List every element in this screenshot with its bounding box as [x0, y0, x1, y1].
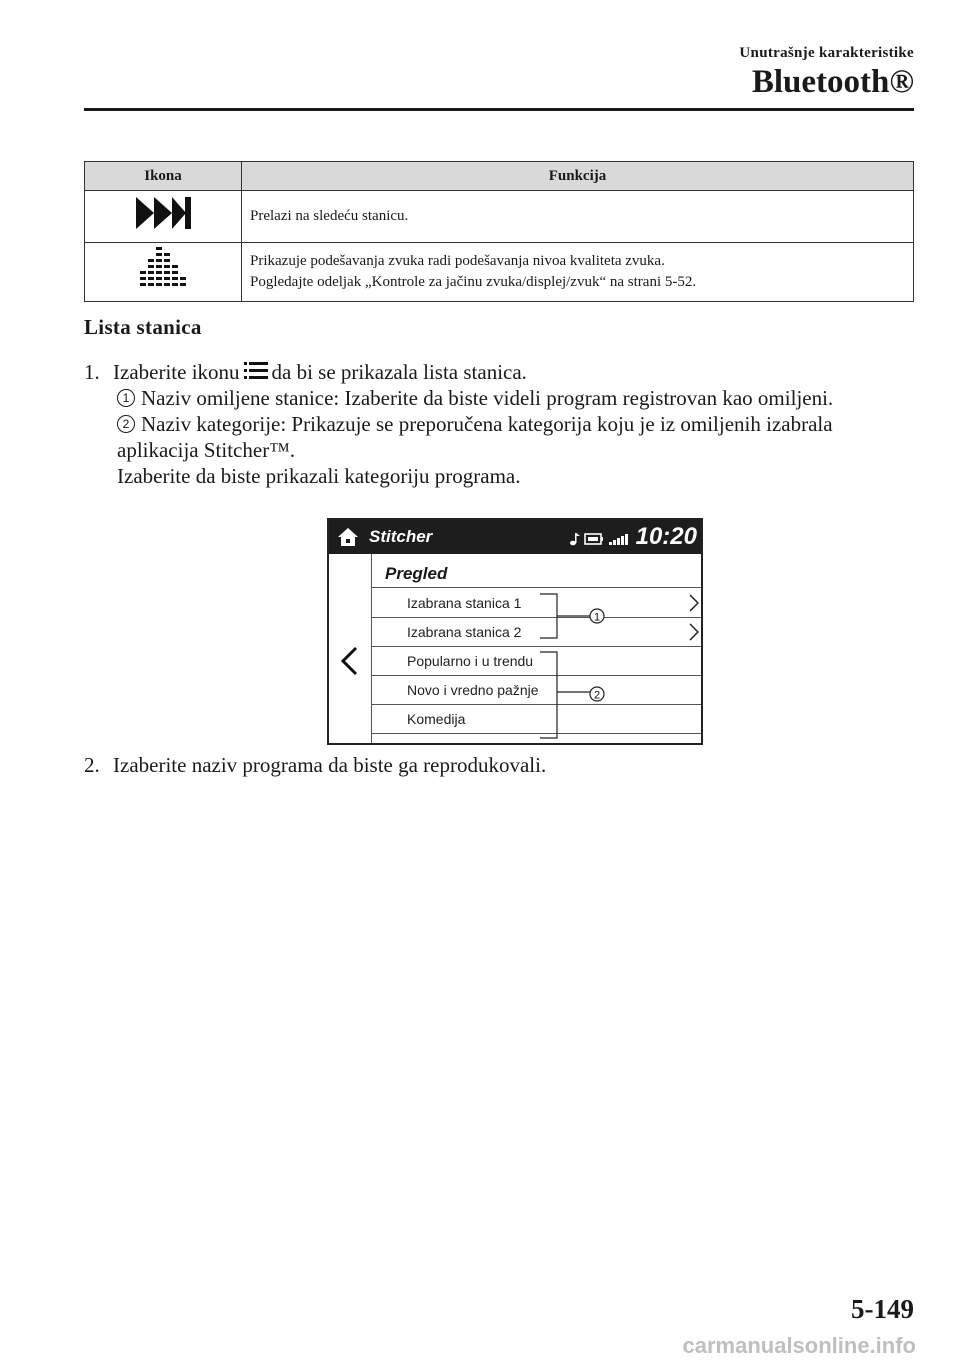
note-text: Naziv omiljene stanice: Izaberite da biste videli program registrovan kao omiljeni.	[141, 386, 834, 410]
watermark: carmanualsonline.info	[682, 1333, 916, 1358]
header-rule	[84, 108, 914, 111]
note-2	[117, 411, 833, 437]
step-1	[84, 359, 527, 387]
step-text: Izaberite ikonu	[113, 360, 240, 384]
table-row	[85, 191, 914, 243]
subheading: Lista stanica	[84, 315, 202, 339]
step-text: da bi se prikazala lista stanica.	[271, 360, 527, 384]
callout-1: 1	[593, 611, 601, 624]
stitcher-screen	[327, 518, 703, 745]
function-cell	[242, 191, 914, 243]
screen-heading: Pregled	[385, 564, 448, 583]
step-text: Izaberite naziv programa da biste ga reprodukovali.	[113, 753, 547, 777]
icon-function-table	[84, 161, 914, 302]
page-number: 5-149	[851, 1294, 914, 1324]
equalizer-icon	[135, 245, 191, 293]
callout-marker: 2	[117, 415, 135, 433]
list-item-label: Izabrana stanica 1	[407, 595, 522, 611]
skip-next-icon	[134, 195, 192, 231]
column-header-function: Funkcija	[242, 162, 914, 191]
chapter-title: Bluetooth®	[751, 64, 914, 100]
function-text: Prelazi na sledeću stanicu.	[250, 208, 409, 224]
clock: 10:20	[635, 523, 697, 550]
list-item-label: Novo i vredno pažnje	[407, 682, 539, 698]
note-2-instruction: Izaberite da biste prikazali kategoriju programa.	[117, 464, 521, 488]
function-text: Prikazuje podešavanja zvuka radi podešavanja nivoa kvaliteta zvuka.	[250, 253, 665, 269]
step-2	[84, 752, 546, 778]
function-cell	[242, 243, 914, 302]
step-number: 1.	[84, 360, 100, 384]
table-row	[85, 243, 914, 302]
note-1	[117, 385, 833, 411]
note-2-continued: aplikacija Stitcher™.	[117, 438, 296, 462]
icon-cell	[85, 191, 242, 243]
callout-2: 2	[593, 689, 601, 702]
icon-cell	[85, 243, 242, 302]
column-header-icon: Ikona	[85, 162, 242, 191]
section-title: Unutrašnje karakteristike	[739, 45, 914, 61]
callout-marker: 1	[117, 389, 135, 407]
callout-brackets	[329, 520, 703, 745]
step-number: 2.	[84, 753, 100, 777]
list-item-label: Izabrana stanica 2	[407, 624, 522, 640]
app-title: Stitcher	[369, 527, 433, 546]
list-icon	[244, 361, 268, 387]
list-item-label: Komedija	[407, 711, 466, 727]
list-item-label: Popularno i u trendu	[407, 653, 534, 669]
note-text: Naziv kategorije: Prikazuje se preporučena kategorija koju je iz omiljenih izabrala	[141, 412, 833, 436]
function-text: Pogledajte odeljak „Kontrole za jačinu zvuka/displej/zvuk“ na strani 5-52.	[250, 274, 697, 290]
